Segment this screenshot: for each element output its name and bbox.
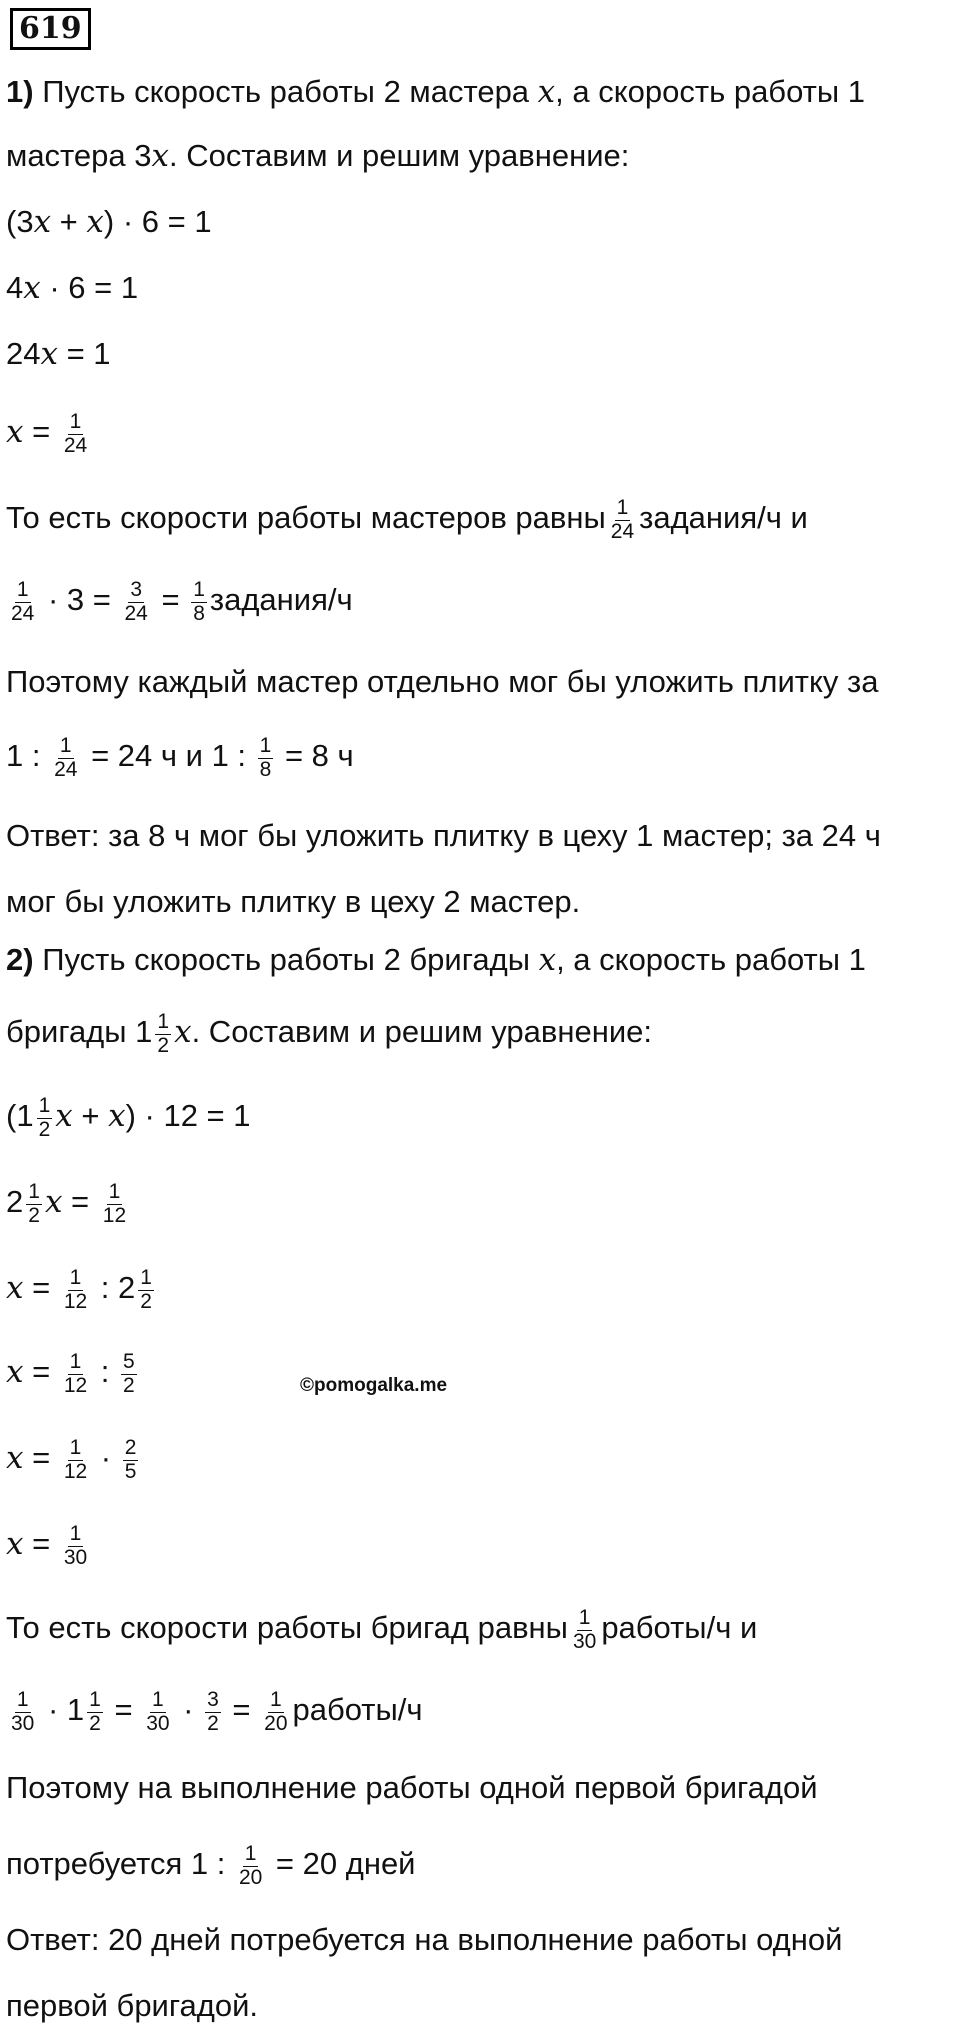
text: Пусть скорость работы 2 бригады [33, 942, 539, 977]
denominator: 2 [207, 1711, 219, 1735]
text: мог бы уложить плитку в цеху 2 мастер. [6, 884, 581, 919]
p2-eq1 [6, 1094, 251, 1141]
p1-division [6, 734, 354, 781]
denominator: 24 [63, 433, 88, 457]
p2-eq3 [6, 1266, 157, 1313]
numerator: 5 [123, 1350, 135, 1374]
numerator: 1 [16, 578, 29, 602]
text: работы/ч и [601, 1610, 758, 1645]
text: = [152, 582, 189, 617]
denominator: 24 [610, 519, 635, 543]
numerator: 1 [152, 1688, 164, 1712]
p2-need [6, 1842, 416, 1889]
denominator: 12 [63, 1373, 88, 1397]
var-x: x [40, 336, 58, 372]
numerator: 1 [38, 1094, 51, 1118]
p2-speeds-line2 [6, 1688, 423, 1735]
numerator: 1 [108, 1180, 121, 1204]
text: = [223, 1692, 260, 1727]
numerator: 1 [157, 1010, 170, 1034]
p2-answer-line2 [6, 1986, 258, 2026]
denominator: 30 [63, 1545, 88, 1569]
denominator: 2 [89, 1711, 101, 1735]
numerator: 1 [140, 1266, 152, 1290]
denominator: 12 [63, 1459, 88, 1483]
text: · [92, 1440, 120, 1475]
denominator: 8 [259, 757, 272, 781]
fraction [62, 1267, 89, 1312]
fraction [144, 1689, 171, 1734]
fraction [155, 1011, 171, 1056]
fraction [571, 1607, 598, 1652]
fraction [237, 1843, 264, 1888]
text: = [105, 1692, 142, 1727]
p2-answer-line1 [6, 1920, 842, 1960]
text: : [92, 1354, 119, 1389]
fraction [37, 1095, 53, 1140]
denominator: 24 [54, 757, 78, 781]
p1-label: 1) [6, 74, 34, 109]
denominator: 2 [28, 1203, 40, 1227]
text: ) · 6 = 1 [103, 204, 212, 239]
p2-eq4 [6, 1350, 140, 1397]
fraction [26, 1181, 42, 1226]
var-x: x [538, 942, 557, 978]
fraction [9, 1689, 36, 1734]
text: = [23, 1354, 59, 1389]
var-x: x [151, 138, 169, 174]
numerator: 1 [69, 1266, 82, 1290]
p2-eq5 [6, 1436, 141, 1483]
numerator: 1 [28, 1180, 40, 1204]
text: = 24 ч и 1 : [82, 738, 255, 773]
p2-eq2 [6, 1180, 131, 1227]
var-x: x [33, 204, 52, 240]
text: 2 [6, 1184, 24, 1219]
fraction [123, 1437, 139, 1482]
numerator: 3 [130, 578, 142, 602]
fraction [101, 1181, 128, 1226]
p2-therefore [6, 1768, 818, 1808]
var-x: x [6, 414, 24, 450]
fraction [62, 1523, 89, 1568]
text: первой бригадой. [6, 1988, 258, 2023]
watermark: ©pomogalka.me [300, 1375, 448, 1396]
text: · 6 = 1 [40, 270, 139, 305]
text: 24 [6, 336, 41, 371]
denominator: 2 [123, 1373, 135, 1397]
p1-intro-line1 [6, 72, 865, 112]
var-x: x [6, 1440, 24, 1476]
text: (3 [6, 204, 34, 239]
denominator: 30 [146, 1711, 170, 1735]
p1-eq4 [6, 410, 92, 457]
text: То есть скорости работы мастеров равны [6, 500, 606, 535]
denominator: 30 [572, 1629, 597, 1653]
text: 4 [6, 270, 24, 305]
var-x: x [6, 1526, 24, 1562]
var-x: x [86, 204, 104, 240]
text: = [23, 1440, 59, 1475]
text: . Составим и решим уравнение: [168, 138, 630, 173]
numerator: 1 [89, 1688, 101, 1712]
numerator: 1 [69, 1522, 82, 1546]
text: Ответ: за 8 ч мог бы уложить плитку в цеху 1 мастер; за 24 ч [6, 818, 881, 853]
var-x: x [44, 1184, 63, 1220]
p1-eq2 [6, 268, 138, 308]
text: (1 [6, 1098, 34, 1133]
fraction [87, 1689, 103, 1734]
fraction [205, 1689, 221, 1734]
fraction [52, 735, 79, 780]
numerator: 2 [124, 1436, 137, 1460]
text: потребуется 1 : [6, 1846, 234, 1881]
numerator: 1 [16, 1688, 29, 1712]
text: Ответ: 20 дней потребуется на выполнение работы одной [6, 1922, 843, 1957]
p1-eq1 [6, 202, 212, 242]
p2-eq6 [6, 1522, 92, 1569]
denominator: 30 [11, 1711, 35, 1735]
var-x: x [174, 1014, 192, 1050]
numerator: 1 [69, 410, 82, 434]
p2-intro-line1 [6, 940, 866, 980]
fraction [138, 1267, 154, 1312]
denominator: 12 [63, 1289, 88, 1313]
fraction [262, 1689, 289, 1734]
text: = [23, 1270, 59, 1305]
text: работы/ч [292, 1692, 423, 1727]
text: . Составим и решим уравнение: [191, 1014, 653, 1049]
text: мастера 3 [6, 138, 152, 173]
text: + [51, 204, 87, 239]
text: · [174, 1692, 203, 1727]
fraction [62, 1437, 89, 1482]
var-x: x [108, 1098, 126, 1134]
text: = 8 ч [276, 738, 354, 773]
text: задания/ч [209, 582, 353, 617]
p1-therefore [6, 662, 878, 702]
numerator: 1 [193, 578, 205, 602]
text: = 20 дней [267, 1846, 416, 1881]
fraction [191, 579, 207, 624]
p1-speeds-line2 [6, 578, 353, 625]
numerator: 1 [259, 734, 272, 758]
p1-answer-line2 [6, 882, 580, 922]
p2-speeds-line1 [6, 1606, 758, 1653]
p1-eq3 [6, 334, 111, 374]
text: То есть скорости работы бригад равны [6, 1610, 568, 1645]
numerator: 1 [269, 1688, 282, 1712]
var-x: x [537, 74, 556, 110]
numerator: 1 [244, 1842, 257, 1866]
fraction [62, 1351, 89, 1396]
text: , а скорость работы 1 [556, 942, 866, 977]
text: + [72, 1098, 109, 1133]
fraction [258, 735, 274, 780]
fraction [62, 411, 89, 456]
var-x: x [6, 1354, 24, 1390]
fraction [121, 1351, 137, 1396]
text: : 2 [92, 1270, 136, 1305]
p1-speeds-line1 [6, 496, 808, 543]
text: = [23, 414, 59, 449]
fraction [122, 579, 149, 624]
text: 1 : [6, 738, 50, 773]
p2-intro-line2 [6, 1010, 653, 1057]
text: задания/ч и [639, 500, 808, 535]
var-x: x [6, 1270, 24, 1306]
text: = [62, 1184, 98, 1219]
text: , а скорость работы 1 [555, 74, 865, 109]
numerator: 1 [59, 734, 72, 758]
p2-label: 2) [6, 942, 34, 977]
numerator: 1 [578, 1606, 591, 1630]
numerator: 3 [207, 1688, 219, 1712]
task-number: 619 [10, 8, 91, 50]
var-x: x [23, 270, 41, 306]
fraction [9, 579, 36, 624]
denominator: 5 [124, 1459, 137, 1483]
text: · 3 = [39, 582, 120, 617]
p1-answer-line1 [6, 816, 881, 856]
numerator: 1 [616, 496, 629, 520]
denominator: 24 [11, 601, 35, 625]
denominator: 2 [157, 1033, 170, 1057]
denominator: 2 [140, 1289, 152, 1313]
text: = [23, 1526, 59, 1561]
numerator: 1 [69, 1350, 82, 1374]
text: ) · 12 = 1 [125, 1098, 251, 1133]
numerator: 1 [69, 1436, 82, 1460]
text: · 1 [39, 1692, 85, 1727]
text: Пусть скорость работы 2 мастера [33, 74, 538, 109]
denominator: 20 [264, 1711, 288, 1735]
denominator: 2 [38, 1117, 51, 1141]
denominator: 20 [238, 1865, 263, 1889]
fraction [609, 497, 636, 542]
var-x: x [55, 1098, 73, 1134]
denominator: 12 [102, 1203, 127, 1227]
p1-intro-line2 [6, 136, 629, 176]
text: = 1 [57, 336, 111, 371]
denominator: 24 [124, 601, 148, 625]
text: Поэтому на выполнение работы одной первой бригадой [6, 1770, 818, 1805]
text: бригады 1 [6, 1014, 153, 1049]
text: Поэтому каждый мастер отдельно мог бы уложить плитку за [6, 664, 879, 699]
denominator: 8 [193, 601, 205, 625]
